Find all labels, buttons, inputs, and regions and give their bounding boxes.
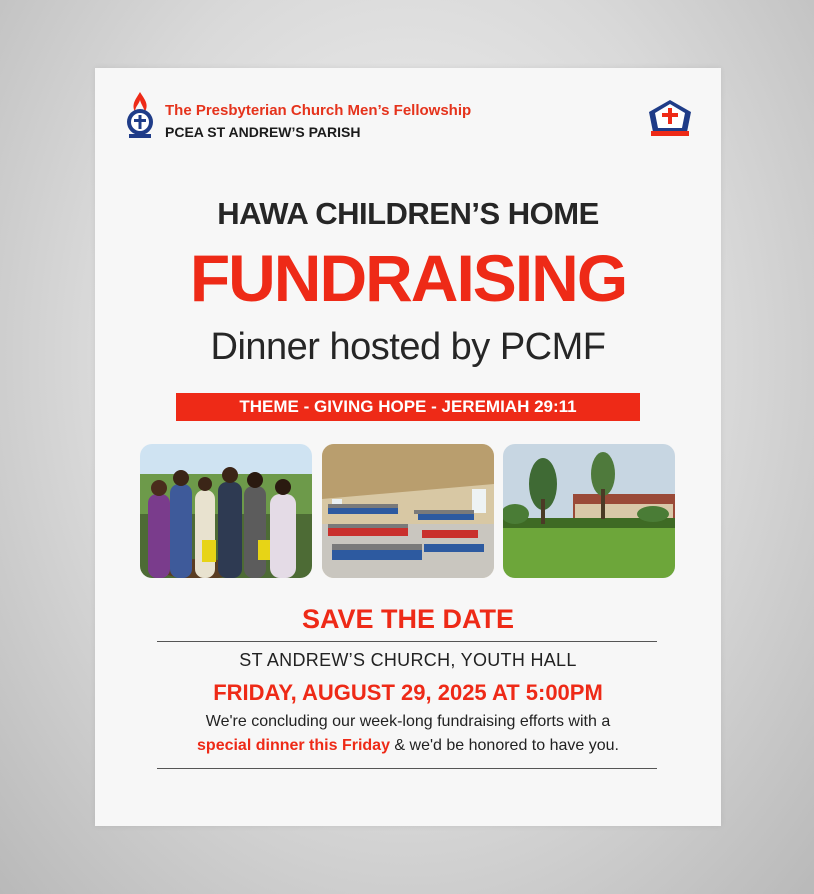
parish-crest-icon [647,98,693,138]
pcmf-logo-icon [123,90,157,140]
home-title: HAWA CHILDREN’S HOME [217,196,599,231]
parish-name: PCEA ST ANDREW’S PARISH [165,124,361,140]
fundraising-title: FUNDRAISING [189,241,627,315]
dinner-title: Dinner hosted by PCMF [210,326,606,368]
flyer-card [95,68,721,826]
childrens-home-building-photo [503,444,675,578]
dormitory-bunk-beds-photo [322,444,494,578]
divider [157,641,657,642]
event-description [115,710,701,758]
theme-banner: THEME - GIVING HOPE - JEREMIAH 29:11 [176,393,640,421]
divider [157,768,657,769]
event-datetime: FRIDAY, AUGUST 29, 2025 AT 5:00PM [213,680,603,705]
description-highlight: special dinner this Friday [197,737,390,754]
save-the-date-heading: SAVE THE DATE [301,604,515,634]
organization-name: The Presbyterian Church Men’s Fellowship [165,102,472,119]
description-text: We're concluding our week-long fundraising efforts with a [205,713,611,730]
event-venue: ST ANDREW’S CHURCH, YOUTH HALL [239,650,577,670]
description-text-end: & we'd be honored to have you. [394,737,619,754]
group-tree-planting-photo [140,444,312,578]
